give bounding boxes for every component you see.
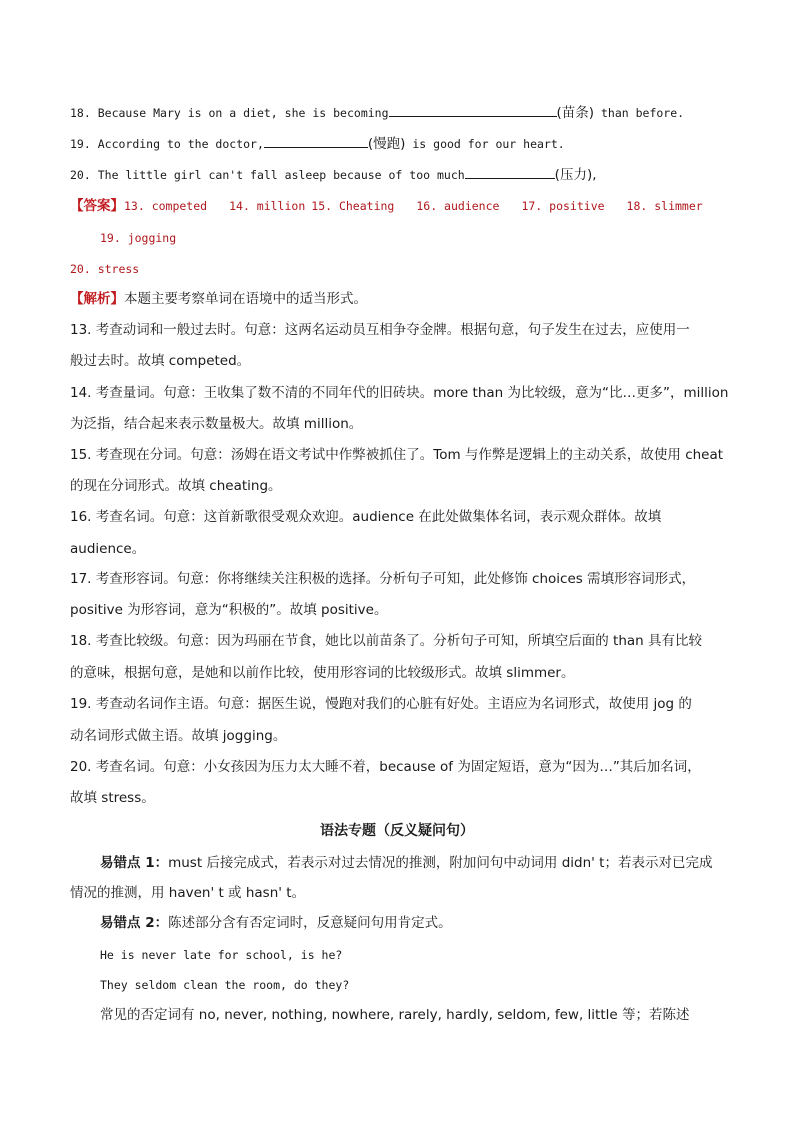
- analysis-line: 动名词形式做主语。故填 jogging。: [70, 728, 287, 744]
- answer-blank[interactable]: [465, 165, 555, 179]
- analysis-line: 的意味，根据句意，是她和以前作比较，使用形容词的比较级形式。故填 slimmer。: [70, 665, 575, 681]
- question-hint: (压力),: [554, 167, 597, 183]
- question-19: [70, 134, 730, 154]
- answer-item: 17. positive: [521, 199, 605, 213]
- analysis-line: 的现在分词形式。故填 cheating。: [70, 478, 282, 494]
- error-point-label: 易错点 1：: [100, 855, 169, 871]
- answer-item: 15. Cheating: [311, 199, 395, 213]
- error-point-1-cont: 情况的推测，用 haven' t 或 hasn' t。: [70, 885, 306, 901]
- error-point-2: [100, 913, 730, 933]
- answer-blank[interactable]: [389, 103, 557, 117]
- analysis-line: positive 为形容词，意为“积极的”。故填 positive。: [70, 602, 388, 618]
- example-sentence: They seldom clean the room, do they?: [100, 978, 350, 992]
- answer-line-2: [100, 228, 760, 248]
- question-text: Because Mary is on a diet, she is becoming: [97, 106, 389, 120]
- analysis-intro-line: [70, 289, 730, 309]
- error-point-text: must 后接完成式，若表示对过去情况的推测，附加问句中动词用 didn' t；若表示对已完成: [168, 855, 713, 871]
- answer-item: 16. audience: [416, 199, 500, 213]
- analysis-line: 17. 考查形容词。句意：你将继续关注积极的选择。分析句子可知，此处修饰 choices 需填形容词形式，: [70, 571, 696, 587]
- answer-item: 13. competed: [124, 199, 208, 213]
- answer-blank[interactable]: [264, 134, 368, 148]
- answer-item: 14. million: [229, 199, 306, 213]
- question-text-after: is good for our heart.: [412, 137, 565, 151]
- question-hint: (慢跑): [367, 136, 406, 152]
- question-text: The little girl can't fall asleep because of too much: [97, 168, 465, 182]
- error-point-1: [100, 853, 730, 873]
- answer-tag: 【答案】: [70, 198, 124, 214]
- question-text: According to the doctor,: [97, 137, 264, 151]
- analysis-line: 20. 考查名词。句意：小女孩因为压力太大睡不着，because of 为固定短语，意为“因为…”其后加名词，: [70, 759, 701, 775]
- analysis-line: 15. 考查现在分词。句意：汤姆在语文考试中作弊被抓住了。Tom 与作弊是逻辑上的主动关系，故使用 cheat: [70, 447, 724, 463]
- answer-item: 18. slimmer: [626, 199, 703, 213]
- question-hint: (苗条): [556, 105, 595, 121]
- answer-line: [70, 196, 730, 217]
- question-18: [70, 103, 730, 123]
- section-title: 语法专题（反义疑问句）: [320, 823, 474, 839]
- error-point-text: 陈述部分含有否定词时，反意疑问句用肯定式。: [168, 915, 452, 931]
- analysis-tag: 【解析】: [70, 291, 124, 307]
- question-number: 20.: [70, 168, 91, 182]
- analysis-line: 18. 考查比较级。句意：因为玛丽在节食，她比以前苗条了。分析句子可知，所填空后面的 than 具有比较: [70, 633, 703, 649]
- analysis-line: 16. 考查名词。句意：这首新歌很受观众欢迎。audience 在此处做集体名词，表示观众群体。故填: [70, 509, 662, 525]
- question-20: [70, 165, 730, 185]
- question-number: 18.: [70, 106, 91, 120]
- answer-line-3: [70, 259, 730, 279]
- example-sentence: He is never late for school, is he?: [100, 948, 343, 962]
- answer-item: 20. stress: [70, 262, 140, 276]
- question-number: 19.: [70, 137, 91, 151]
- analysis-line: 13. 考查动词和一般过去时。句意：这两名运动员互相争夺金牌。根据句意，句子发生在过去，应使用一: [70, 322, 690, 338]
- analysis-line: 故填 stress。: [70, 790, 155, 806]
- analysis-intro: 本题主要考察单词在语境中的适当形式。: [124, 291, 367, 307]
- error-point-label: 易错点 2：: [100, 915, 169, 931]
- negative-words-note: 常见的否定词有 no, never, nothing, nowhere, rarely, hardly, seldom, few, little 等；若陈述: [100, 1007, 690, 1023]
- analysis-line: 为泛指，结合起来表示数量极大。故填 million。: [70, 416, 363, 432]
- analysis-line: 19. 考查动名词作主语。句意：据医生说，慢跑对我们的心脏有好处。主语应为名词形式，故使用 jog 的: [70, 696, 692, 712]
- question-text-after: than before.: [601, 106, 685, 120]
- answer-item: 19. jogging: [100, 231, 177, 245]
- analysis-line: 般过去时。故填 competed。: [70, 353, 251, 369]
- analysis-line: audience。: [70, 541, 146, 557]
- analysis-line: 14. 考查量词。句意：王收集了数不清的不同年代的旧砖块。more than 为比较级，意为“比…更多”，million: [70, 385, 729, 401]
